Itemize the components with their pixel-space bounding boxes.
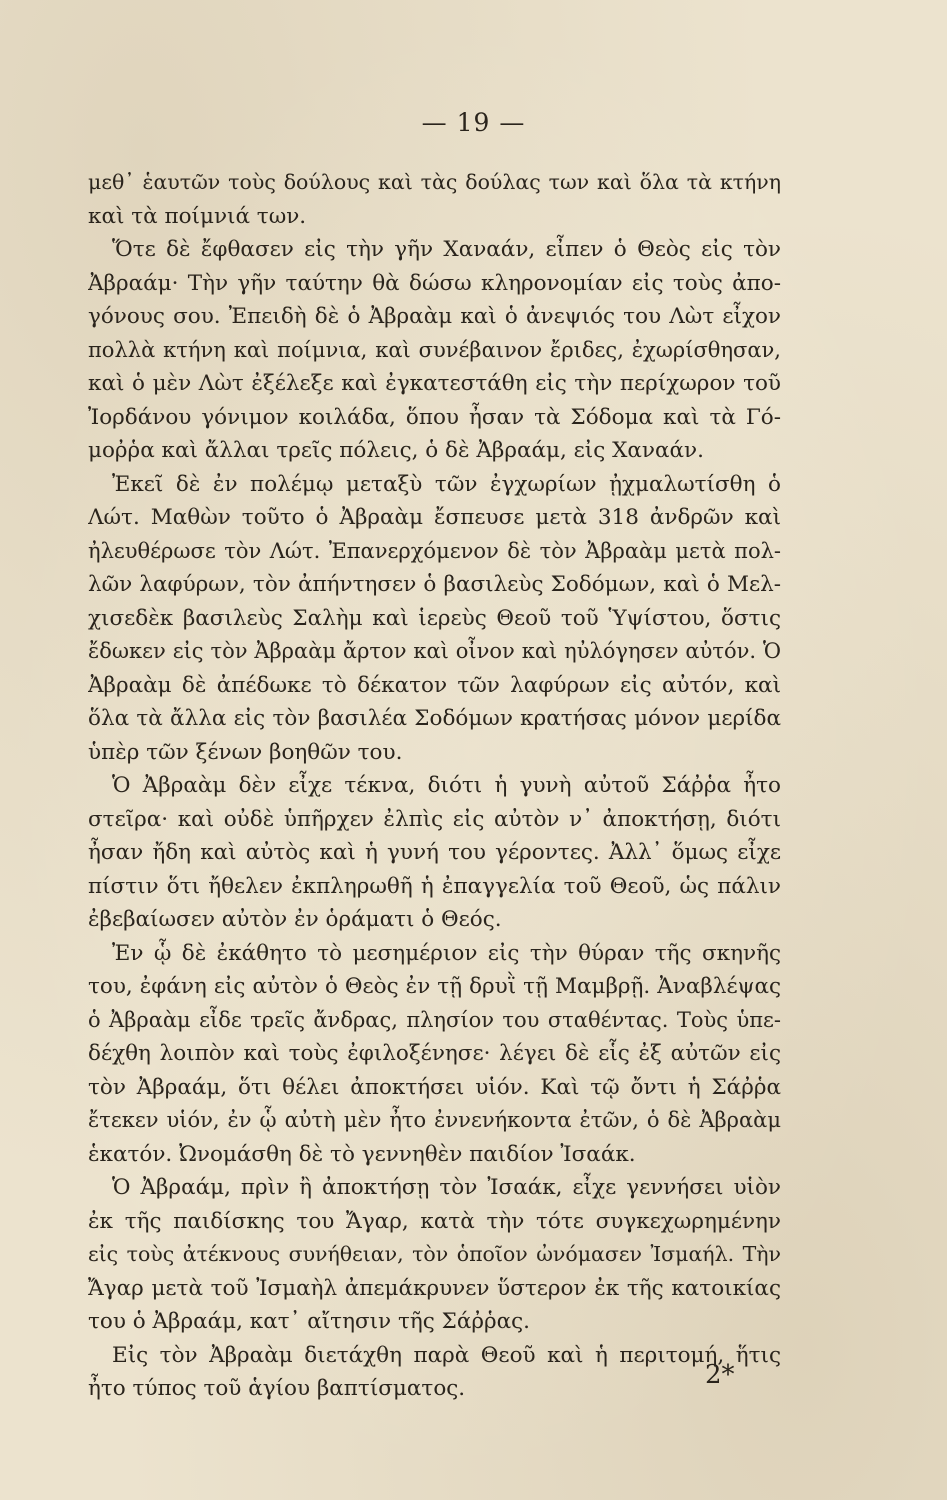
text-line: τὸν Ἀβραάμ, ὅτι θέλει ἀποκτήσει υἱόν. Καὶ τῷ ὄντι ἡ Σάῤῥα xyxy=(88,1074,781,1100)
text-line: μεθ᾽ ἑαυτῶν τοὺς δούλους καὶ τὰς δούλας των καὶ ὅλα τὰ κτήνη xyxy=(88,170,781,194)
text-line: λῶν λαφύρων, τὸν ἀπήντησεν ὁ βασιλεὺς Σοδόμων, καὶ ὁ Μελ- xyxy=(88,572,781,597)
text-line: ἐκ τῆς παιδίσκης του Ἄγαρ, κατὰ τὴν τότε συγκεχωρημένην xyxy=(88,1208,781,1234)
text-line: ἔδωκεν εἰς τὸν Ἀβραὰμ ἄρτον καὶ οἶνον καὶ ηὐλόγησεν αὐτόν. Ὁ xyxy=(88,639,781,663)
text-line: Ἀβραάμ· Τὴν γῆν ταύτην θὰ δώσω κληρονομίαν εἰς τοὺς ἀπο- xyxy=(88,270,781,296)
text-line: Ἄγαρ μετὰ τοῦ Ἰσμαὴλ ἀπεμάκρυνεν ὕστερον ἐκ τῆς κατοικίας xyxy=(88,1275,781,1301)
text-line: στεῖρα· καὶ οὐδὲ ὑπῆρχεν ἐλπὶς εἰς αὐτὸν ν᾽ ἀποκτήσῃ, διότι xyxy=(88,806,781,832)
text-line: καὶ ὁ μὲν Λὼτ ἐξέλεξε καὶ ἐγκατεστάθη εἰς τὴν περίχωρον τοῦ xyxy=(88,371,781,396)
text-line: ἦτο τύπος τοῦ ἁγίου βαπτίσματος. xyxy=(88,1376,466,1401)
text-line: Ἰορδάνου γόνιμον κοιλάδα, ὅπου ἦσαν τὰ Σόδομα καὶ τὰ Γό- xyxy=(88,404,781,430)
text-line: ἔτεκεν υἱόν, ἐν ᾧ αὐτὴ μὲν ἦτο ἐννενήκοντα ἐτῶν, ὁ δὲ Ἀβραὰμ xyxy=(88,1108,781,1132)
text-line: ἠλευθέρωσε τὸν Λώτ. Ἐπανερχόμενον δὲ τὸν Ἀβραὰμ μετὰ πολ- xyxy=(88,538,781,563)
text-line: μοῤῥα καὶ ἄλλαι τρεῖς πόλεις, ὁ δὲ Ἀβραάμ, εἰς Χαναάν. xyxy=(88,438,704,463)
text-line: του ὁ Ἀβραάμ, κατ᾽ αἴτησιν τῆς Σάῤῥας. xyxy=(88,1309,531,1334)
text-line: γόνους σου. Ἐπειδὴ δὲ ὁ Ἀβραὰμ καὶ ὁ ἀνεψιός του Λὼτ εἶχον xyxy=(88,304,781,329)
text-line: καὶ τὰ ποίμνιά των. xyxy=(88,203,307,229)
text-line: Ὅτε δὲ ἔφθασεν εἰς τὴν γῆν Χαναάν, εἶπεν ὁ Θεὸς εἰς τὸν xyxy=(112,237,781,262)
text-line: Ἐν ᾧ δὲ ἐκάθητο τὸ μεσημέριον εἰς τὴν θύραν τῆς σκηνῆς xyxy=(112,940,781,966)
page-number: — 19 — xyxy=(421,108,526,137)
text-line: του, ἐφάνη εἰς αὐτὸν ὁ Θεὸς ἐν τῇ δρυῒ τῇ Μαμβρῇ. Ἀναβλέψας xyxy=(88,974,781,999)
text-line: Λώτ. Μαθὼν τοῦτο ὁ Ἀβραὰμ ἔσπευσε μετὰ 318 ἀνδρῶν καὶ xyxy=(88,505,781,530)
text-line: πολλὰ κτήνη καὶ ποίμνια, καὶ συνέβαινον ἔριδες, ἐχωρίσθησαν, xyxy=(88,337,781,362)
text-line: ἦσαν ἤδη καὶ αὐτὸς καὶ ἡ γυνή του γέροντες. Ἀλλ᾽ ὅμως εἶχε xyxy=(88,840,781,865)
text-line: Ἀβραὰμ δὲ ἀπέδωκε τὸ δέκατον τῶν λαφύρων εἰς αὐτόν, καὶ xyxy=(88,672,781,698)
signature-mark: 2* xyxy=(705,1360,735,1390)
text-line: ὅλα τὰ ἄλλα εἰς τὸν βασιλέα Σοδόμων κρατήσας μόνον μερίδα xyxy=(88,706,781,731)
text-line: δέχθη λοιπὸν καὶ τοὺς ἐφιλοξένησε· λέγει δὲ εἷς ἐξ αὐτῶν εἰς xyxy=(88,1041,781,1066)
text-line: εἰς τοὺς ἀτέκνους συνήθειαν, τὸν ὁποῖον ὠνόμασεν Ἰσμαήλ. Τὴν xyxy=(88,1242,781,1266)
text-line: ἑκατόν. Ὠνομάσθη δὲ τὸ γεννηθὲν παιδίον Ἰσαάκ. xyxy=(88,1141,636,1167)
text-line: Εἰς τὸν Ἀβραὰμ διετάχθη παρὰ Θεοῦ καὶ ἡ περιτομή, ἥτις xyxy=(112,1342,781,1368)
text-line: ὑπὲρ τῶν ξένων βοηθῶν του. xyxy=(88,739,403,765)
text-line: ἐβεβαίωσεν αὐτὸν ἐν ὁράματι ὁ Θεός. xyxy=(88,907,502,932)
text-line: Ἐκεῖ δὲ ἐν πολέμῳ μεταξὺ τῶν ἐγχωρίων ᾐχμαλωτίσθη ὁ xyxy=(112,471,781,497)
text-line: ὁ Ἀβραὰμ εἶδε τρεῖς ἄνδρας, πλησίον του σταθέντας. Τοὺς ὑπε- xyxy=(88,1007,781,1032)
text-line: Ὁ Ἀβραὰμ δὲν εἶχε τέκνα, διότι ἡ γυνὴ αὐτοῦ Σάῤῥα ἦτο xyxy=(112,773,781,798)
text-line: χισεδὲκ βασιλεὺς Σαλὴμ καὶ ἱερεὺς Θεοῦ τοῦ Ὑψίστου, ὅστις xyxy=(88,605,781,631)
text-line: Ὁ Ἀβραάμ, πρὶν ἢ ἀποκτήσῃ τὸν Ἰσαάκ, εἶχε γεννήσει υἱὸν xyxy=(112,1175,781,1200)
body-text xyxy=(88,166,781,1406)
text-line: πίστιν ὅτι ἤθελεν ἐκπληρωθῆ ἡ ἐπαγγελία τοῦ Θεοῦ, ὡς πάλιν xyxy=(88,873,781,899)
